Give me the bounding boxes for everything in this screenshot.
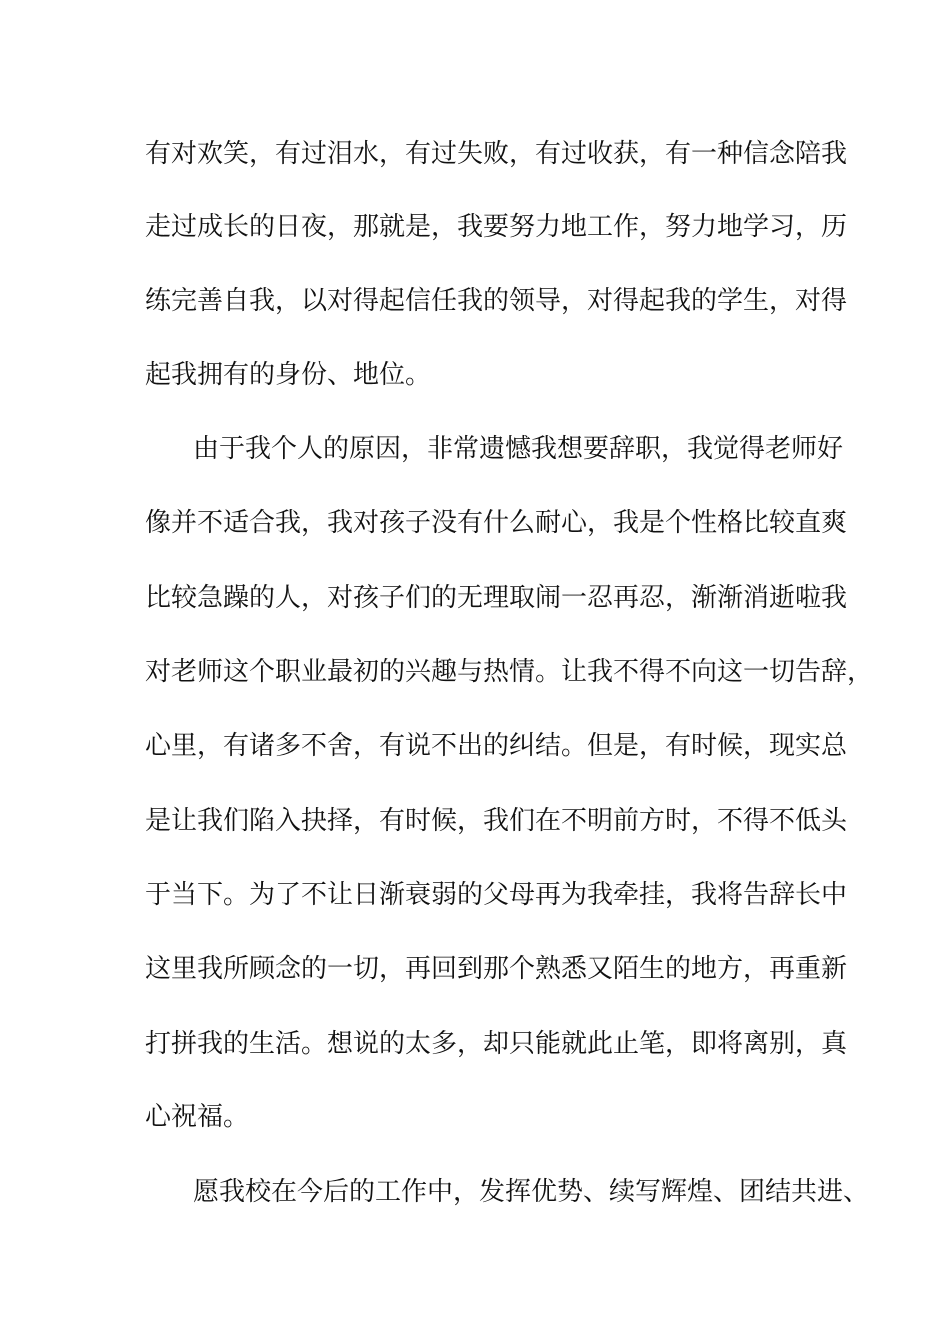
text-line-9: 心里，有诸多不舍，有说不出的纠结。但是，有时候，现实总 [145,731,848,761]
text-line-2: 走过成长的日夜，那就是，我要努力地工作，努力地学习，历 [145,212,848,242]
text-line-6: 像并不适合我，我对孩子没有什么耐心，我是个性格比较直爽 [145,508,848,538]
text-line-14: 心祝福。 [145,1102,250,1132]
text-line-15: 愿我校在今后的工作中，发挥优势、续写辉煌、团结共进、 [193,1177,870,1207]
text-line-12: 这里我所顾念的一切，再回到那个熟悉又陌生的地方，再重新 [145,954,848,984]
text-line-4: 起我拥有的身份、地位。 [145,360,432,390]
text-line-10: 是让我们陷入抉择，有时候，我们在不明前方时，不得不低头 [145,806,848,836]
text-line-1: 有对欢笑，有过泪水，有过失败，有过收获，有一种信念陪我 [145,139,848,169]
text-line-8: 对老师这个职业最初的兴趣与热情。让我不得不向这一切告辞， [145,657,874,687]
text-line-7: 比较急躁的人，对孩子们的无理取闹一忍再忍，渐渐消逝啦我 [145,583,848,613]
text-line-13: 打拼我的生活。想说的太多，却只能就此止笔，即将离别，真 [145,1029,848,1059]
text-line-5: 由于我个人的原因，非常遗憾我想要辞职，我觉得老师好 [193,434,844,464]
text-line-3: 练完善自我，以对得起信任我的领导，对得起我的学生，对得 [145,286,848,316]
text-line-11: 于当下。为了不让日渐衰弱的父母再为我牵挂，我将告辞长中 [145,880,848,910]
